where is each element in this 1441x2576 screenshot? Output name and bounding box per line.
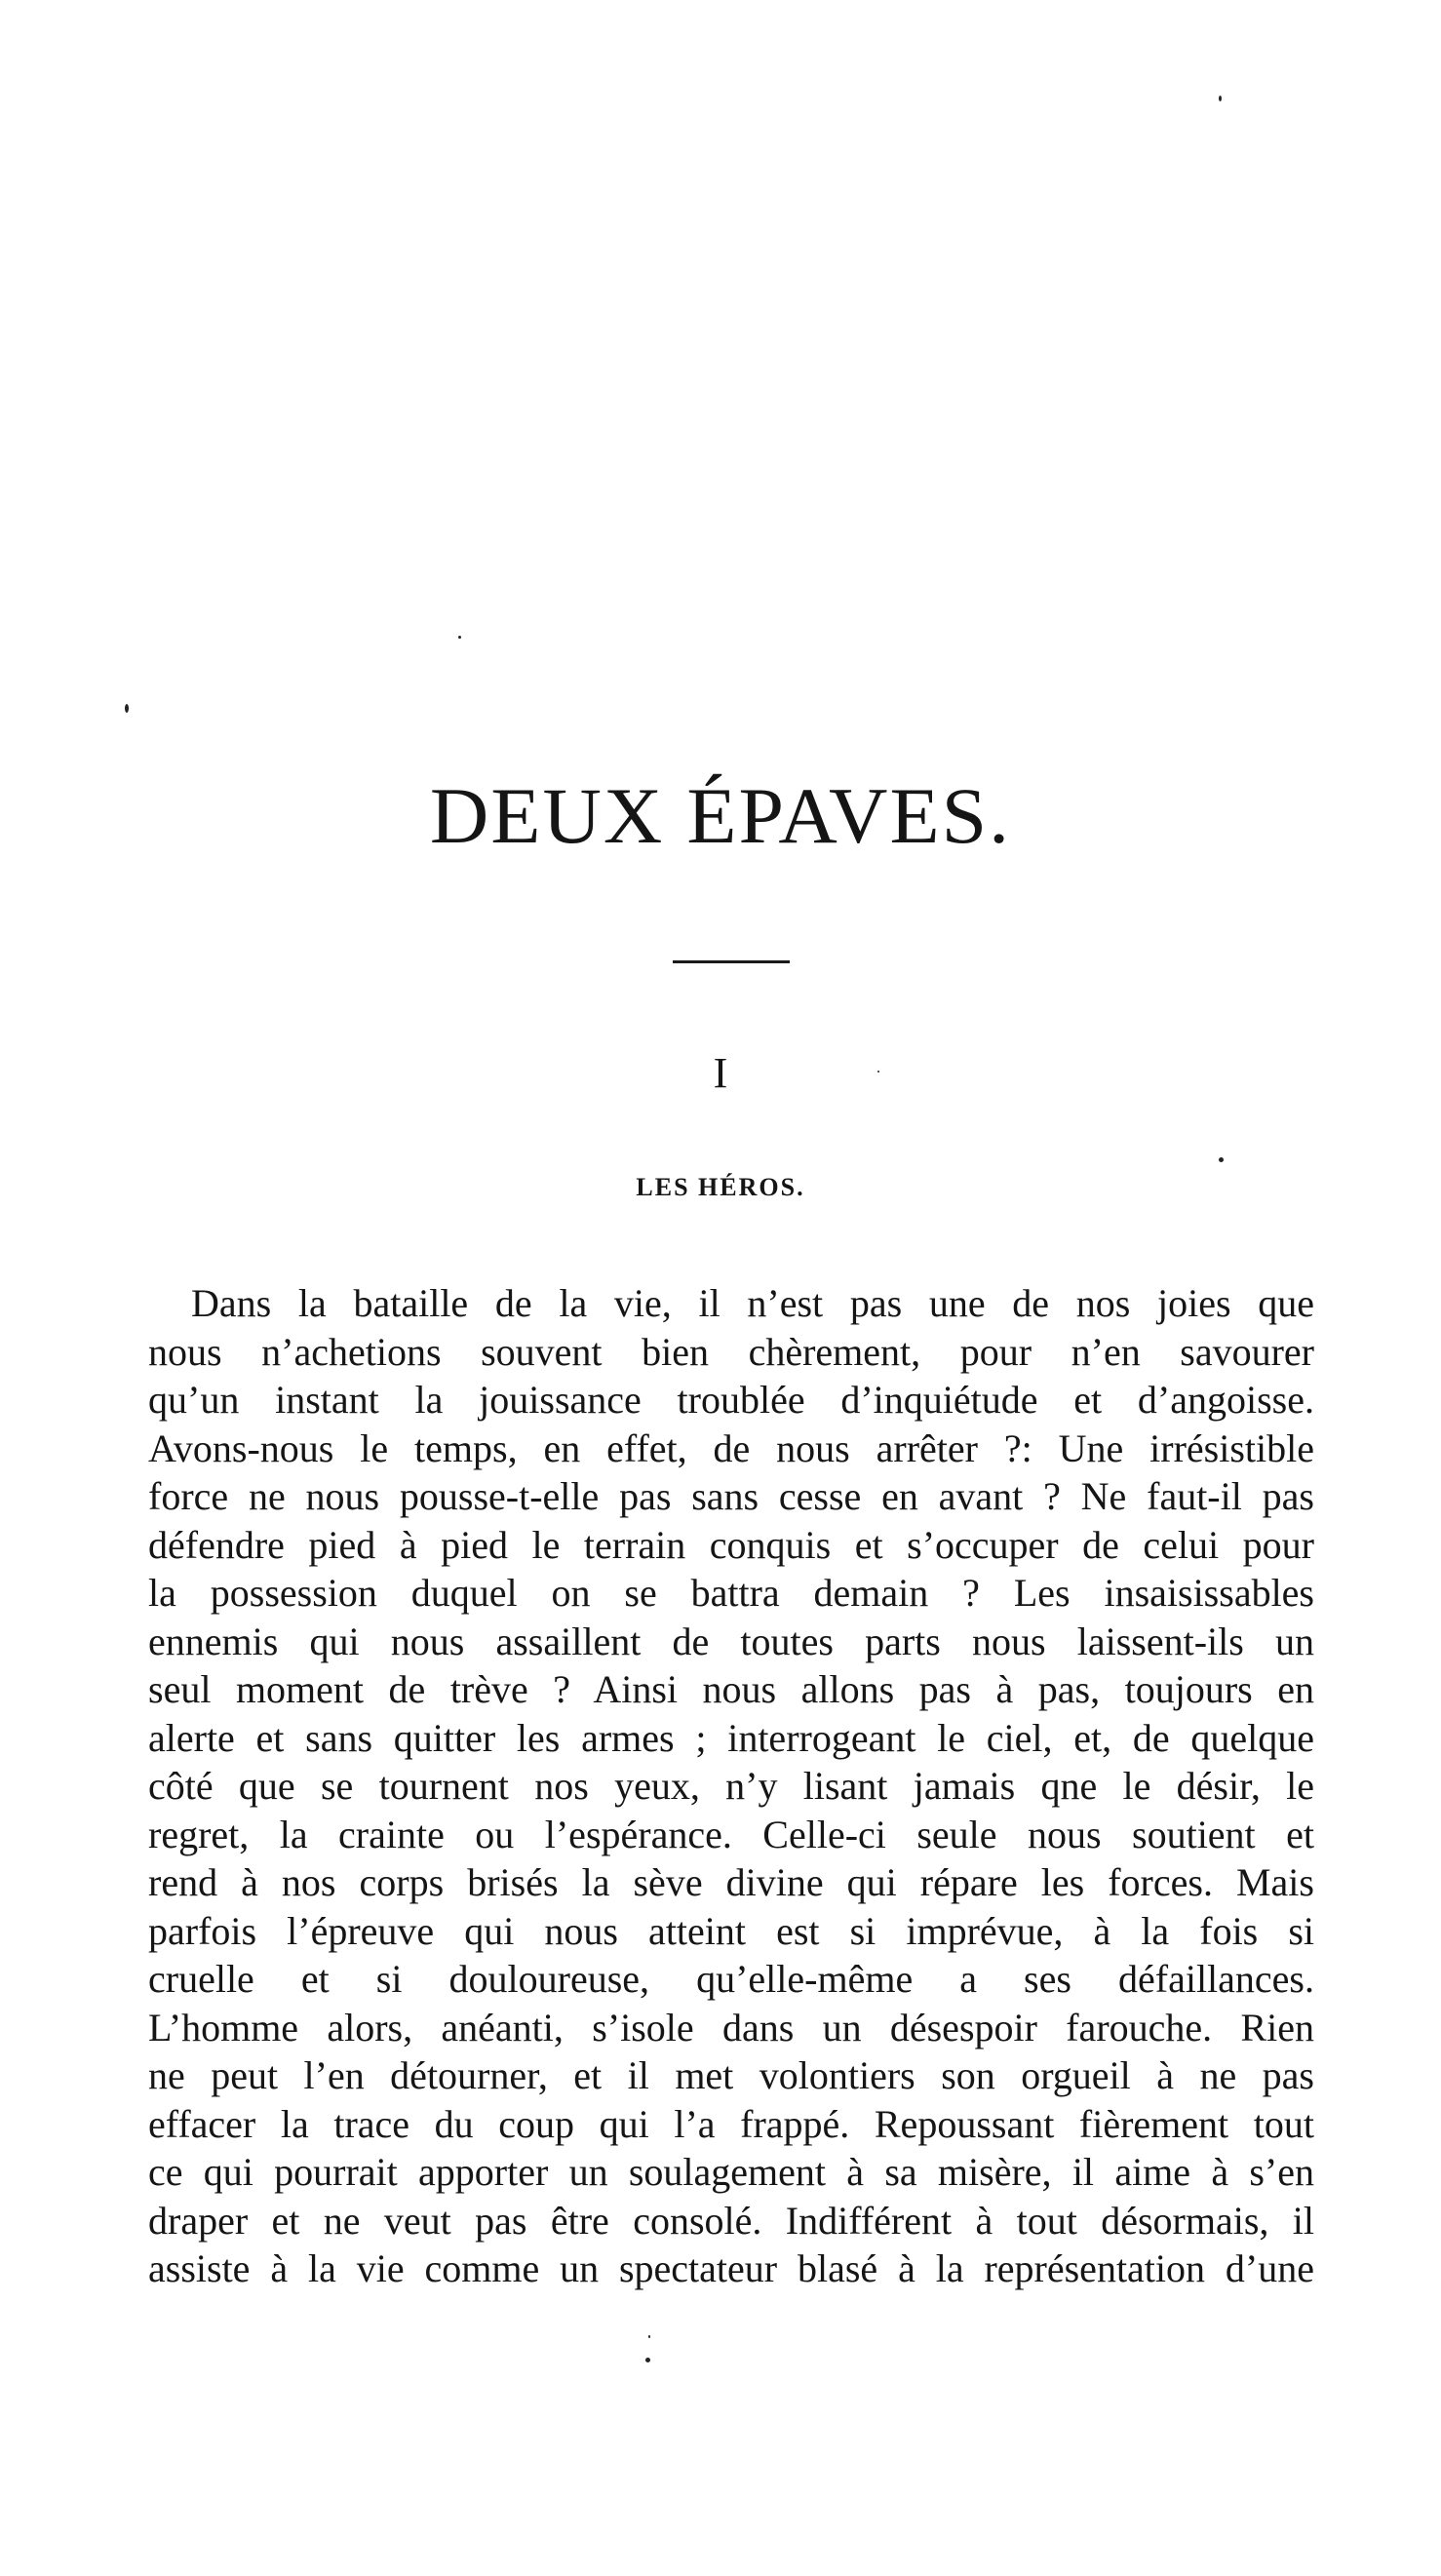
text-line: Dans la bataille de la vie, il n’est pas une de nos joies que [191,1281,1314,1325]
text-line: côté que se tournent nos yeux, n’y lisant jamais qne le désir, le [148,1764,1314,1808]
text-line: la possession duquel on se battra demain ? Les insaisissables [148,1571,1314,1615]
text-line: force ne nous pousse-t-elle pas sans cesse en avant ? Ne faut-il pas [148,1474,1314,1518]
text-line: effacer la trace du coup qui l’a frappé. Repoussant fièrement tout [148,2101,1314,2146]
text-line: nous n’achetions souvent bien chèrement, pour n’en savourer [148,1329,1314,1374]
chapter-title: LES HÉROS. [636,1173,805,1201]
scan-speck [877,1071,879,1073]
title-divider [673,960,790,963]
text-line: qu’un instant la jouissance troublée d’inquiétude et d’angoisse. [148,1378,1314,1422]
scan-speck [1219,96,1222,101]
text-line: assiste à la vie comme un spectateur blasé à la représentation d’une [148,2246,1314,2290]
text-line: Avons-nous le temps, en effet, de nous arrêter ?: Une irrésistible [148,1425,1314,1470]
scan-speck [645,2358,650,2362]
scan-speck [125,704,129,713]
text-line: regret, la crainte ou l’espérance. Celle-ci seule nous soutient et [148,1812,1314,1856]
text-line: L’homme alors, anéanti, s’isole dans un désespoir farouche. Rien [148,2005,1314,2049]
text-line: cruelle et si douloureuse, qu’elle-même a ses défaillances. [148,1957,1314,2001]
text-line: seul moment de trève ? Ainsi nous allons pas à pas, toujours en [148,1667,1314,1711]
text-line: ennemis qui nous assaillent de toutes parts nous laissent-ils un [148,1619,1314,1663]
scan-speck [458,636,461,639]
chapter-number: I [713,1049,728,1097]
body-paragraph [148,1279,1314,2293]
text-line: ne peut l’en détourner, et il met volontiers son orgueil à ne pas [148,2053,1314,2097]
page-title: DEUX ÉPAVES. [429,771,1012,860]
text-line: alerte et sans quitter les armes ; interrogeant le ciel, et, de quelque [148,1715,1314,1760]
text-line: rend à nos corps brisés la sève divine qui répare les forces. Mais [148,1860,1314,1904]
text-line: défendre pied à pied le terrain conquis et s’occuper de celui pour [148,1522,1314,1567]
scan-speck [1219,1157,1224,1162]
text-line: draper et ne veut pas être consolé. Indifférent à tout désormais, il [148,2198,1314,2243]
scan-speck [648,2335,650,2338]
text-line: ce qui pourrait apporter un soulagement à sa misère, il aime à s’en [148,2150,1314,2194]
text-line: parfois l’épreuve qui nous atteint est si imprévue, à la fois si [148,1908,1314,1953]
